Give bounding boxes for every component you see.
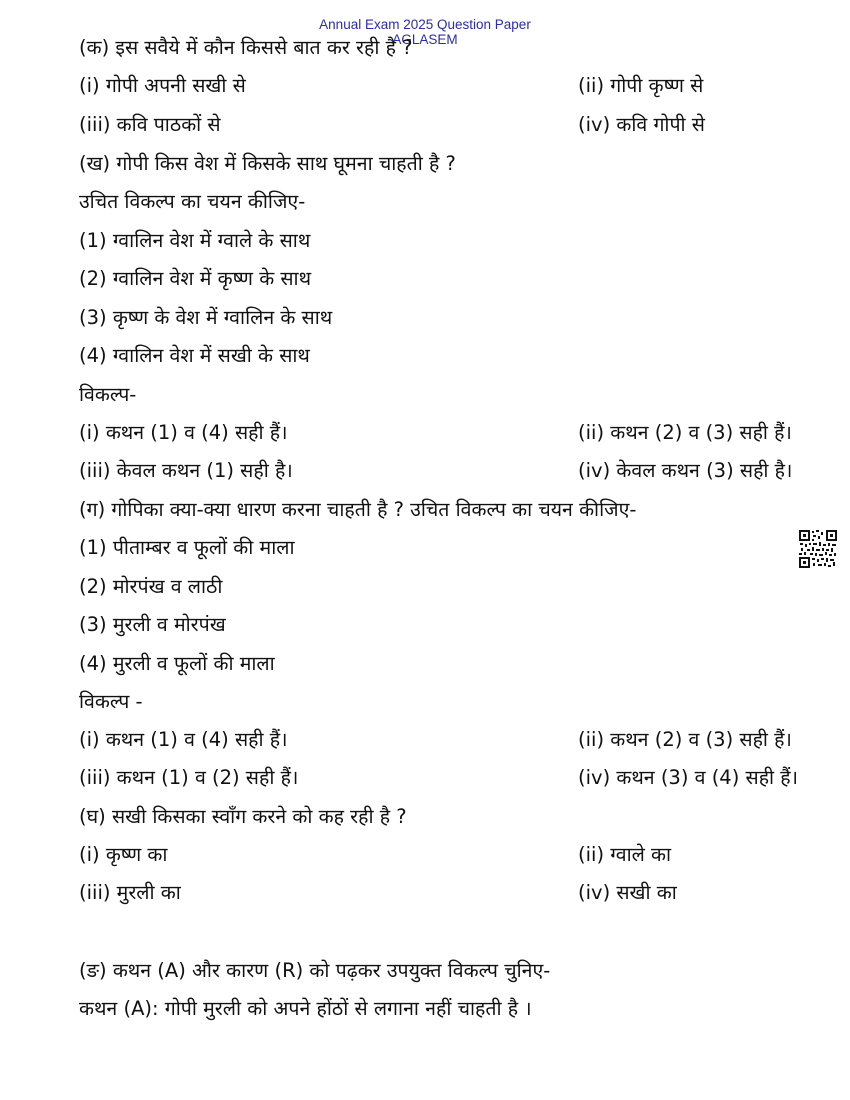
qr-code-icon <box>799 530 837 568</box>
statement-ga-4: (4) मुरली व फूलों की माला <box>79 652 275 675</box>
question-ga: (ग) गोपिका क्या-क्या धारण करना चाहती है ? उचित विकल्प का चयन कीजिए- <box>79 498 637 521</box>
header-subtitle: AGLASEM <box>392 32 458 47</box>
option-kha-1: (i) कथन (1) व (4) सही हैं। <box>79 421 288 444</box>
statement-kha-3: (3) कृष्ण के वेश में ग्वालिन के साथ <box>79 306 333 329</box>
question-kha: (ख) गोपी किस वेश में किसके साथ घूमना चाहती है ? <box>79 152 456 175</box>
option-ka-2: (ii) गोपी कृष्ण से <box>578 74 704 97</box>
question-gha: (घ) सखी किसका स्वाँग करने को कह रही है ? <box>79 805 407 828</box>
option-kha-2: (ii) कथन (2) व (3) सही हैं। <box>578 421 792 444</box>
option-gha-3: (iii) मुरली का <box>79 881 181 904</box>
assertion-nga: कथन (A): गोपी मुरली को अपने होंठों से लगाना नहीं चाहती है । <box>79 997 532 1020</box>
option-ga-4: (iv) कथन (3) व (4) सही हैं। <box>578 766 799 789</box>
option-ka-4: (iv) कवि गोपी से <box>578 113 705 136</box>
question-ka: (क) इस सवैये में कौन किससे बात कर रही है ? <box>79 36 413 59</box>
option-ka-3: (iii) कवि पाठकों से <box>79 113 221 136</box>
options-label-ga: विकल्प - <box>79 690 143 713</box>
option-gha-1: (i) कृष्ण का <box>79 843 168 866</box>
header-title: Annual Exam 2025 Question Paper <box>319 17 531 32</box>
statement-kha-4: (4) ग्वालिन वेश में सखी के साथ <box>79 344 310 367</box>
options-label-kha: विकल्प- <box>79 383 137 406</box>
statement-kha-2: (2) ग्वालिन वेश में कृष्ण के साथ <box>79 267 312 290</box>
option-ga-2: (ii) कथन (2) व (3) सही हैं। <box>578 728 792 751</box>
statement-ga-3: (3) मुरली व मोरपंख <box>79 613 226 636</box>
option-gha-2: (ii) ग्वाले का <box>578 843 672 866</box>
instruction-kha: उचित विकल्प का चयन कीजिए- <box>79 190 306 213</box>
option-ga-3: (iii) कथन (1) व (2) सही हैं। <box>79 766 299 789</box>
option-kha-4: (iv) केवल कथन (3) सही है। <box>578 459 793 482</box>
option-kha-3: (iii) केवल कथन (1) सही है। <box>79 459 293 482</box>
option-gha-4: (iv) सखी का <box>578 881 677 904</box>
statement-ga-2: (2) मोरपंख व लाठी <box>79 575 223 598</box>
option-ka-1: (i) गोपी अपनी सखी से <box>79 74 246 97</box>
statement-kha-1: (1) ग्वालिन वेश में ग्वाले के साथ <box>79 229 311 252</box>
option-ga-1: (i) कथन (1) व (4) सही हैं। <box>79 728 288 751</box>
question-nga: (ङ) कथन (A) और कारण (R) को पढ़कर उपयुक्त विकल्प चुनिए- <box>79 959 551 982</box>
statement-ga-1: (1) पीताम्बर व फूलों की माला <box>79 536 295 559</box>
